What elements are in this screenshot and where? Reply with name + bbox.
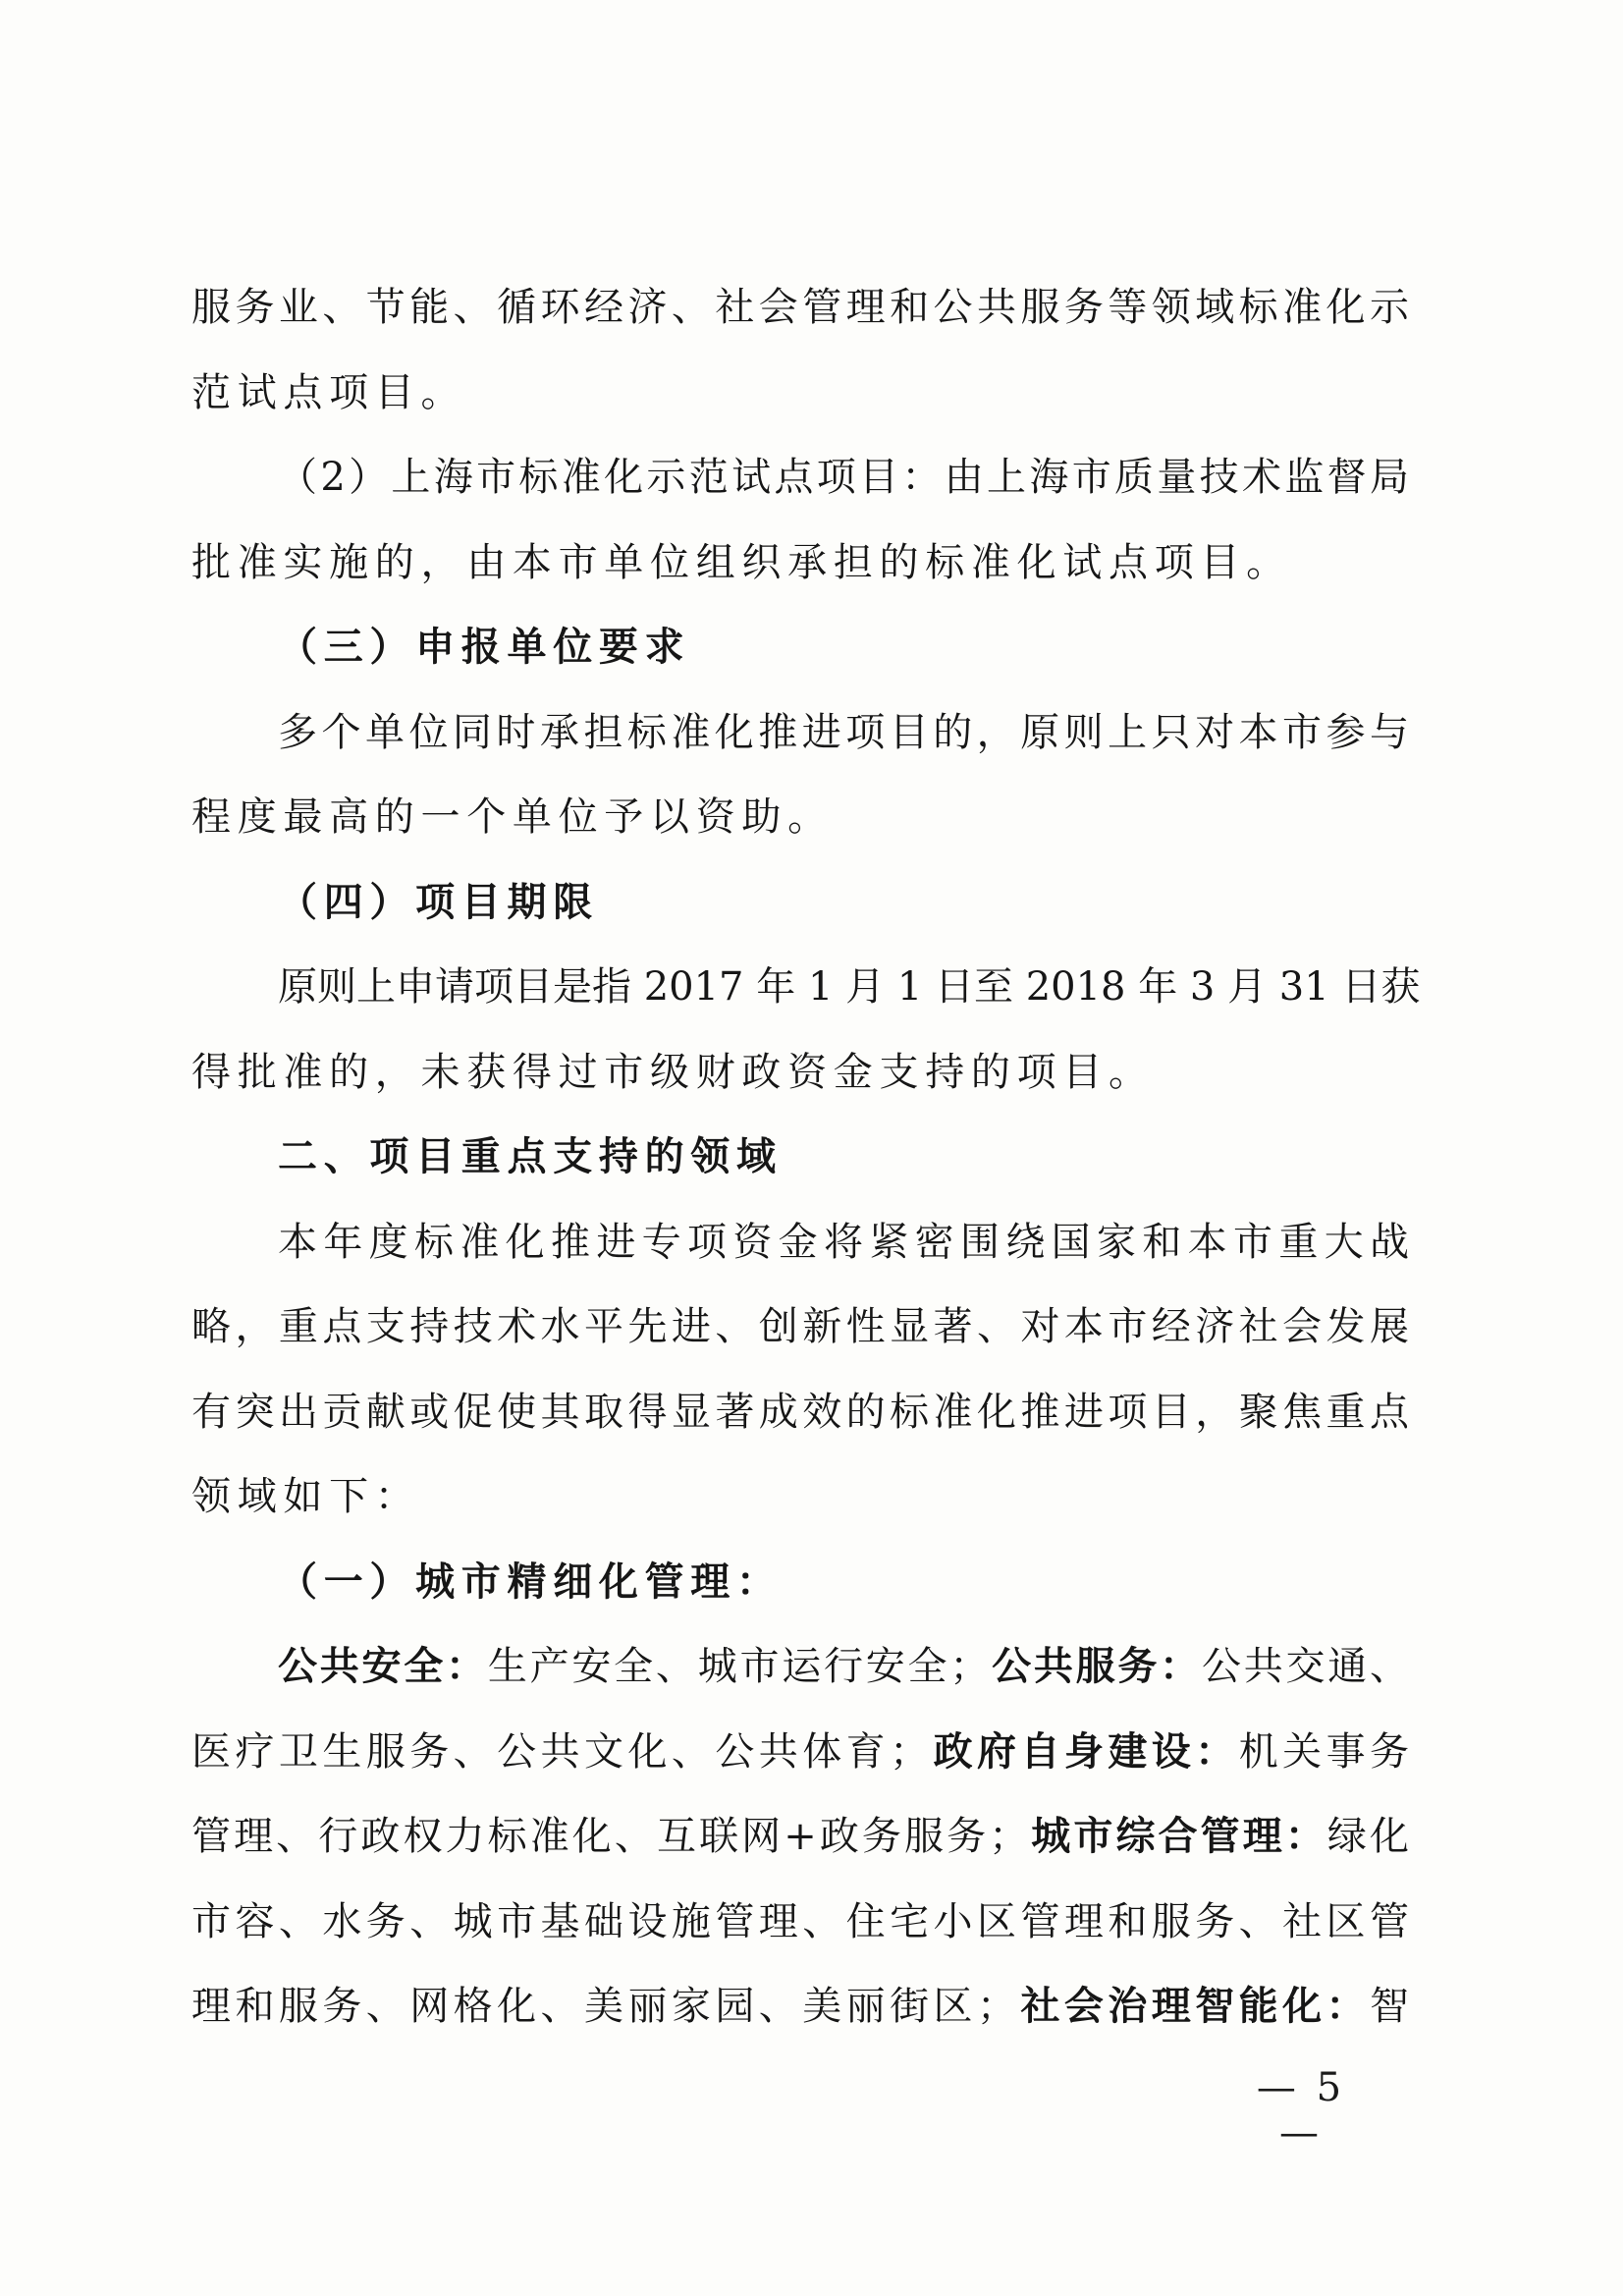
chapter-heading: 二、项目重点支持的领域	[278, 1134, 783, 1179]
term-text: 公共交通、	[1201, 1644, 1410, 1689]
body-line: 多个单位同时承担标准化推进项目的，原则上只对本市参与	[278, 709, 1409, 755]
body-line: 批准实施的，由本市单位组织承担的标准化试点项目。	[191, 539, 1292, 585]
term-text: 智	[1370, 1984, 1409, 2029]
body-line: 范试点项目。	[191, 369, 467, 415]
term-text: 机关事务	[1238, 1728, 1410, 1775]
body-line: （2）上海市标准化示范试点项目：由上海市质量技术监督局	[278, 455, 1409, 500]
body-line: 领域如下：	[191, 1474, 421, 1519]
body-line	[191, 1964, 1409, 2050]
body-line: 程度最高的一个单位予以资助。	[191, 794, 834, 840]
term-text: 医疗卫生服务、公共文化、公共体育；	[191, 1728, 930, 1775]
body-line: 市容、水务、城市基础设施管理、住宅小区管理和服务、社区管	[191, 1898, 1409, 1944]
section-heading: （一）城市精细化管理：	[278, 1558, 783, 1605]
body-line: 有突出贡献或促使其取得显著成效的标准化推进项目，聚焦重点	[191, 1389, 1409, 1435]
term-label: 公共安全：	[278, 1644, 488, 1689]
body-line: 服务业、节能、循环经济、社会管理和公共服务等领域标准化示	[191, 285, 1409, 330]
section-heading: （三）申报单位要求	[278, 625, 691, 670]
body-line: 略，重点支持技术水平先进、创新性显著、对本市经济社会发展	[191, 1304, 1409, 1349]
body-line: 得批准的，未获得过市级财政资金支持的项目。	[191, 1049, 1155, 1095]
term-text: 理和服务、网格化、美丽家园、美丽街区；	[191, 1984, 1016, 2029]
term-label: 社会治理智能化：	[1016, 1984, 1370, 2029]
document-body	[191, 265, 1421, 2050]
term-text: 管理、行政权力标准化、互联网+政务服务；	[191, 1814, 1029, 1859]
body-line	[191, 1794, 1409, 1880]
term-text: 绿化	[1326, 1814, 1410, 1859]
term-label: 政府自身建设：	[929, 1728, 1239, 1775]
term-text: 生产安全、城市运行安全；	[487, 1644, 990, 1689]
term-label: 公共服务：	[989, 1644, 1202, 1689]
body-line: 本年度标准化推进专项资金将紧密围绕国家和本市重大战	[278, 1219, 1409, 1265]
body-line	[191, 1710, 1409, 1795]
term-label: 城市综合管理：	[1028, 1814, 1327, 1859]
body-line	[191, 1624, 1409, 1710]
body-line: 原则上申请项目是指 2017 年 1 月 1 日至 2018 年 3 月 31 日获	[278, 964, 1421, 1010]
section-heading: （四）项目期限	[278, 879, 599, 925]
page-number: — 5 —	[1256, 2065, 1346, 2156]
